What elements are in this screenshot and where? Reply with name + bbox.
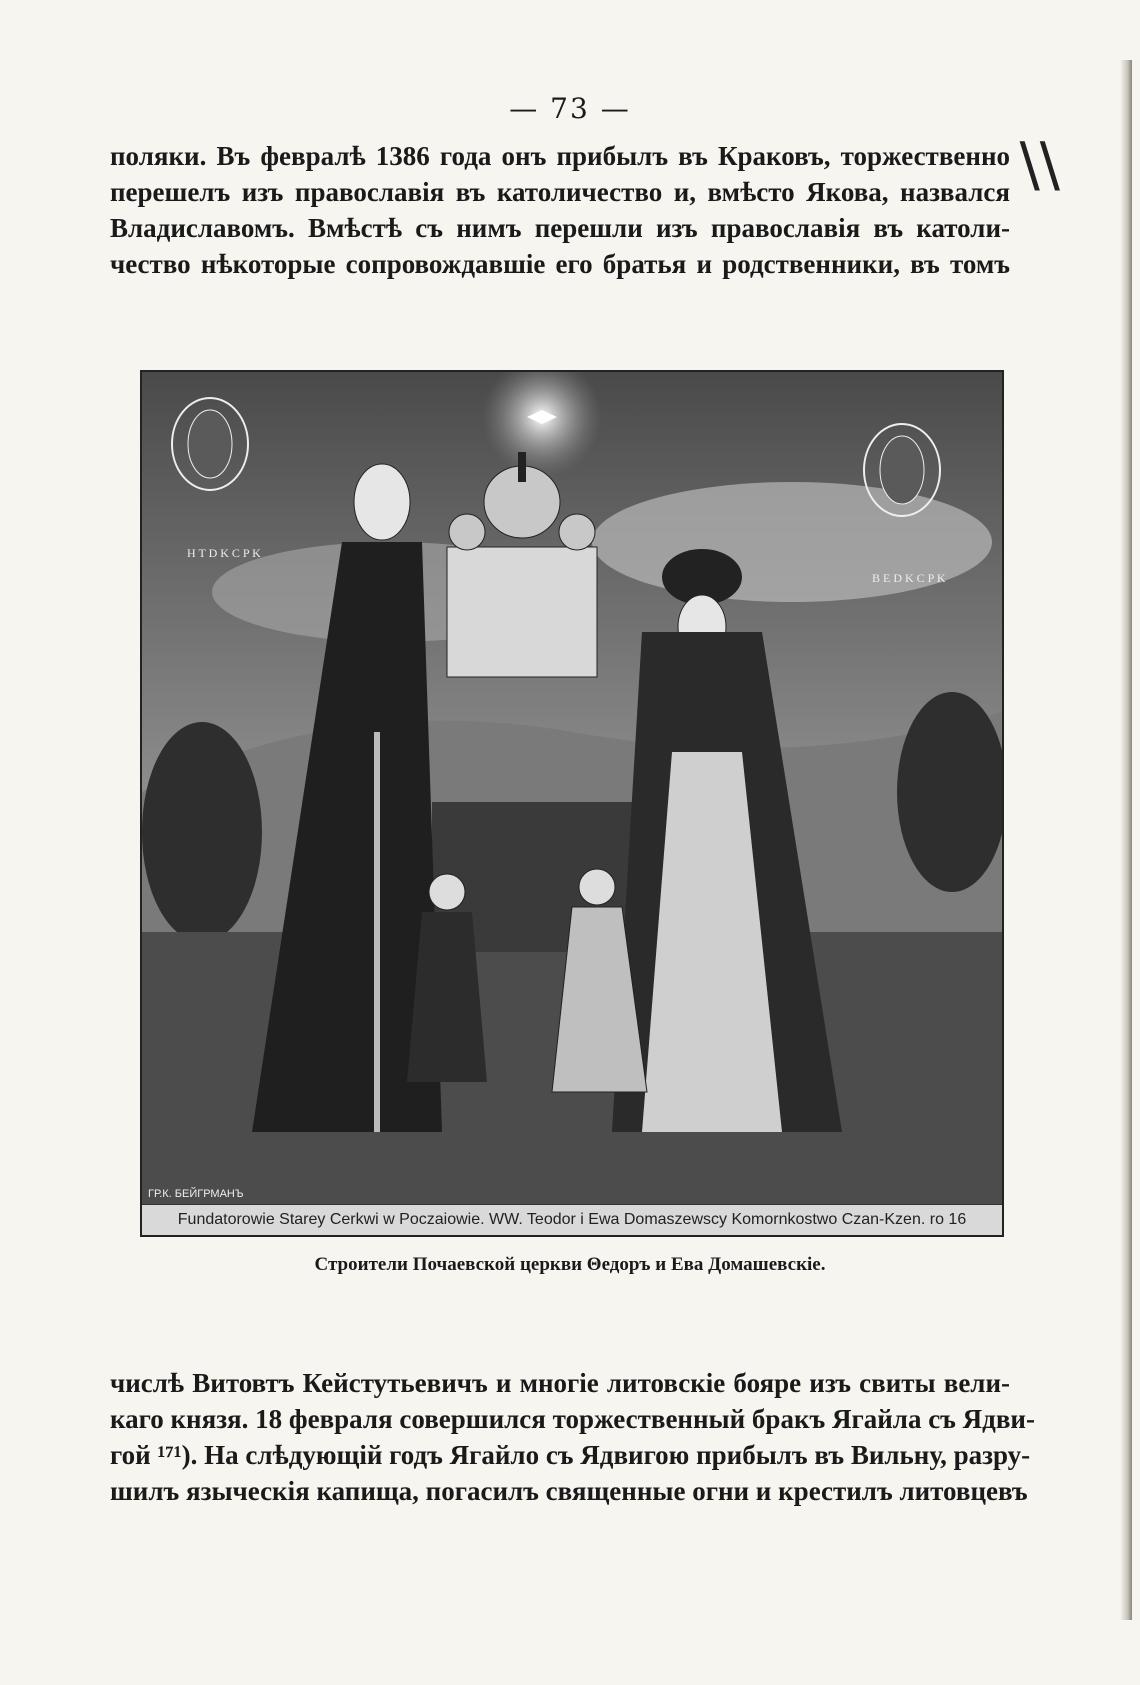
page-edge: [1120, 60, 1132, 1620]
left-crest-letters: H T D K C P K: [187, 546, 261, 560]
text-line: чество нѣкоторые сопровождавшіе его братья и родственники, въ томъ: [110, 249, 1010, 279]
engraving-image: [142, 372, 1002, 1205]
page-number: — 73 —: [509, 92, 631, 125]
figure-caption: Строители Почаевской церкви Θедоръ и Ева Домашевскіе.: [314, 1254, 826, 1275]
text-line: перешелъ изъ православія въ католичество и, вмѣсто Якова, назвался: [110, 177, 1010, 207]
text-line: каго князя. 18 февраля совершился торжественный бракъ Ягайла съ Ядви-: [110, 1404, 1035, 1434]
paragraph-top: [110, 138, 1010, 282]
margin-note: \\: [1019, 130, 1060, 200]
engraver-signature: ГР.К. БЕЙГРМАНЪ: [148, 1188, 244, 1200]
figure-inscription: Fundatorowie Starey Cerkwi w Poczaiowie. WW. Teodor i Ewa Domaszewscy Komornkostwo Czan-Kzen. ro 16: [142, 1204, 1002, 1235]
right-crest-letters: B E D K C P K: [872, 571, 946, 585]
text-line: шилъ языческія капища, погасилъ священные огни и крестилъ литовцевъ: [110, 1476, 1028, 1506]
paragraph-bottom: [110, 1365, 1035, 1509]
text-line: гой ¹⁷¹). На слѣдующій годъ Ягайло съ Ядвигою прибылъ въ Вильну, разру-: [110, 1440, 1031, 1470]
tree-left: [142, 722, 262, 942]
engraving-illustration: [140, 370, 1004, 1237]
text-line: Владиславомъ. Вмѣстѣ съ нимъ перешли изъ православія въ католи-: [110, 213, 1010, 243]
text-line: поляки. Въ февралѣ 1386 года онъ прибылъ въ Краковъ, торжественно: [110, 141, 1010, 171]
text-line: числѣ Витовтъ Кейстутьевичъ и многіе литовскіе бояре изъ свиты вели-: [110, 1368, 1010, 1398]
tree-right: [897, 692, 1002, 892]
